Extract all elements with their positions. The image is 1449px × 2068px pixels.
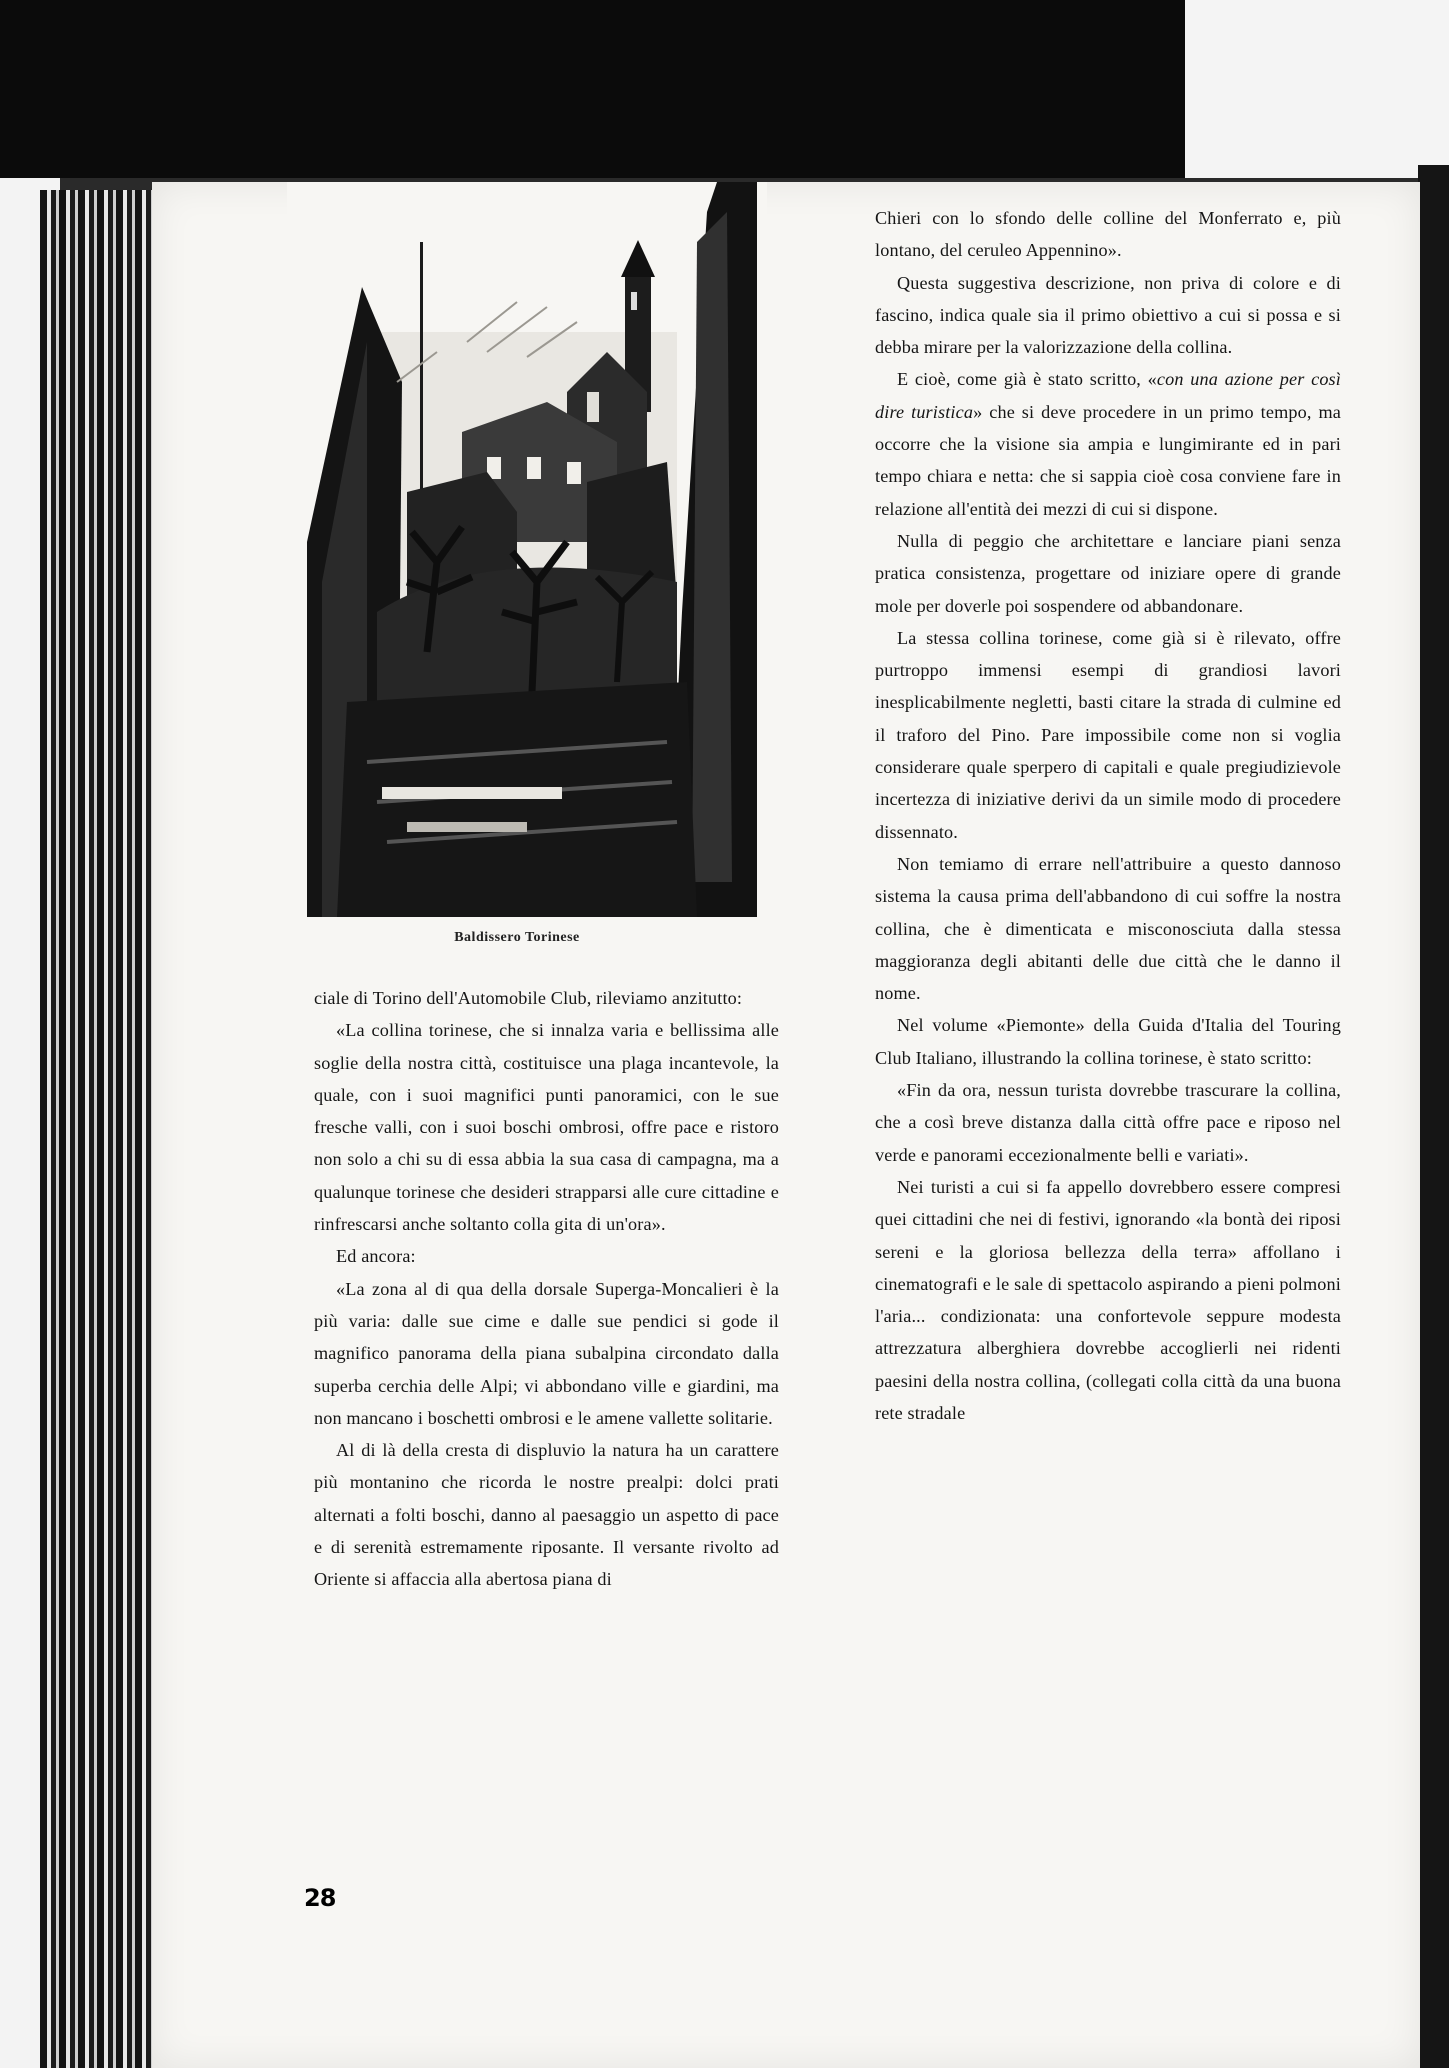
right-text-column — [875, 202, 1341, 1429]
book-spine-edge — [1418, 165, 1449, 2068]
text-run: E cioè, come già è stato scritto, « — [897, 369, 1157, 390]
paragraph: Questa suggestiva descrizione, non priva di colore e di fascino, indica quale sia il primo obiettivo a cui si possa e si debba mirare per la valorizzazione della collina. — [875, 272, 1341, 358]
paragraph: Chieri con lo sfondo delle colline del Monferrato e, più lontano, del ceruleo Appennino». — [875, 208, 1341, 261]
text-run: » che si deve procedere in un primo tempo, ma occorre che la visione sia ampia e lungimirante ed in pari tempo chiara e netta: che si sappia cioè cosa conviene fare in relazione all'entità dei mezzi di cui si dispone. — [875, 401, 1341, 519]
italic-quote: con una azione per così dire turistica — [875, 369, 1341, 422]
book-page — [152, 182, 1420, 2068]
paragraph: «Fin da ora, nessun turista dovrebbe trascurare la collina, che a così breve distanza dalla città offre pace e riposo nel verde e panorami eccezionalmente belli e variati». — [875, 1080, 1341, 1165]
left-text-column — [314, 982, 779, 1596]
paragraph: Al di là della cresta di displuvio la natura ha un carattere più montanino che ricorda le nostre prealpi: dolci prati alternati a folti boschi, danno al paesaggio un aspetto di pace e di serenità estremamente riposante. Il versante rivolto ad Oriente si affaccia alla abertosa piana di — [314, 1440, 779, 1590]
paragraph: Nei turisti a cui si fa appello dovrebbero essere compresi quei cittadini che nei di festivi, ignorando «la bontà dei riposi sereni e la gloriosa bellezza della terra» affollano i cinematografi e le sale di spettacolo aspirando a pieni polmoni l'aria... condizionata: una confortevole seppure modesta attrezzatura alberghiera dovrebbe accoglierli nei ridenti paesini della nostra collina, (collegati colla città da una buona rete stradale — [875, 1176, 1341, 1423]
scan-top-right-area — [1185, 0, 1449, 178]
paragraph: Nulla di peggio che architettare e lanciare piani senza pratica consistenza, progettare od iniziare opere di grande mole per doverle poi sospendere od abbandonare. — [875, 530, 1341, 616]
paragraph: La stessa collina torinese, come già si è rilevato, offre purtroppo immensi esempi di grandiosi lavori inesplicabilmente negletti, basti citare la strada di culmine ed il traforo del Pino. Pare impossibile come non si voglia considerare quale sperpero di capitali e quale pregiudizievole incertezza di iniziative derivi da un simile modo di procedere dissennato. — [875, 627, 1341, 842]
paragraph: Nel volume «Piemonte» della Guida d'Italia del Touring Club Italiano, illustrando la collina torinese, è stato scritto: — [875, 1015, 1341, 1068]
village-sketch-illustration — [287, 182, 767, 917]
page-number: 28 — [304, 1884, 336, 1912]
book-page-edges — [40, 190, 160, 2068]
illustration-caption: Baldissero Torinese — [454, 930, 580, 945]
paragraph — [875, 363, 1341, 524]
paragraph: ciale di Torino dell'Automobile Club, rileviamo anzitutto: — [314, 988, 743, 1008]
paragraph: «La collina torinese, che si innalza varia e bellissima alle soglie della nostra città, costituisce una plaga incantevole, la quale, con i suoi magnifici punti panoramici, con le sue fresche valli, con i suoi boschi ombrosi, offre pace e ristoro non solo a chi su di essa abbia la sua casa di campagna, ma a qualunque torinese che desideri strapparsi alle cure cittadine e rinfrescarsi anche soltanto colla gita di un'ora». — [314, 1020, 779, 1235]
paragraph: Ed ancora: — [336, 1246, 416, 1267]
paragraph: Non temiamo di errare nell'attribuire a questo dannoso sistema la causa prima dell'abbandono di cui soffre la nostra collina, che è dimenticata e misconosciuta dalla stessa maggioranza degli abitanti delle due città che le danno il nome. — [875, 853, 1341, 1004]
paragraph: «La zona al di qua della dorsale Superga-Moncalieri è la più varia: dalle sue cime e dalle sue pendici si gode il magnifico panorama della piana subalpina circondato dalla superba cerchia delle Alpi; vi abbondano ville e giardini, ma non mancano i boschetti ombrosi e le amene vallette solitarie. — [314, 1278, 779, 1428]
